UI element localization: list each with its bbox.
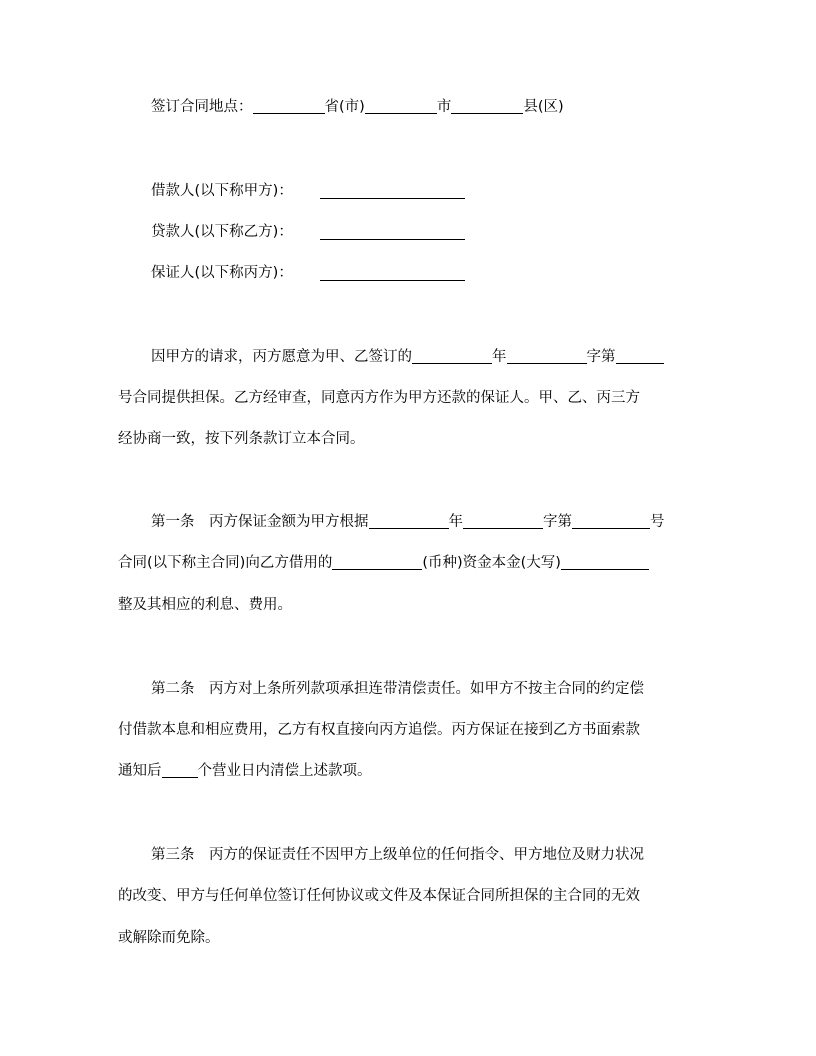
intro-text-2: 号合同提供担保。乙方经审查，同意丙方作为甲方还款的保证人。甲、乙、丙三方 (118, 390, 640, 406)
lender-blank (320, 224, 465, 240)
article2-text-3b: 个营业日内清偿上述款项。 (197, 763, 372, 779)
signing-location-line (151, 97, 564, 117)
article1-text-char: 字第 (543, 514, 572, 530)
guarantor-label: 保证人(以下称丙方)： (151, 265, 293, 281)
borrower-blank (320, 183, 465, 199)
article1-text-year: 年 (448, 514, 463, 530)
article2-text-2: 付借款本息和相应费用，乙方有权直接向丙方追偿。丙方保证在接到乙方书面索款 (118, 722, 640, 738)
article3-text-1: 第三条 丙方的保证责任不因甲方上级单位的任何指令、甲方地位及财力状况 (151, 847, 644, 863)
intro-char-blank (507, 348, 587, 364)
amount-blank (561, 554, 649, 570)
business-days-blank (162, 762, 198, 778)
article2-text-1: 第二条 丙方对上条所列款项承担连带清偿责任。如甲方不按主合同的约定偿 (151, 681, 644, 697)
intro-text-year: 年 (492, 349, 507, 365)
article3-text-2: 的改变、甲方与任何单位签订任何协议或文件及本保证合同所担保的主合同的无效 (118, 888, 640, 904)
lender-label: 贷款人(以下称乙方)： (151, 224, 293, 240)
article1-year-blank (369, 513, 449, 529)
article1-line-1 (151, 512, 665, 532)
intro-number-blank (616, 348, 664, 364)
article1-text-2b: (币种)资金本金(大写) (422, 555, 561, 571)
article1-char-blank (463, 513, 543, 529)
intro-text-3: 经协商一致，按下列条款订立本合同。 (118, 431, 365, 447)
article1-number-blank (572, 513, 650, 529)
party-lender (151, 222, 293, 242)
borrower-label: 借款人(以下称甲方)： (151, 183, 293, 199)
party-borrower (151, 181, 293, 201)
province-text: 省(市) (324, 99, 365, 115)
article3-text-3: 或解除而免除。 (118, 930, 220, 946)
location-label: 签订合同地点： (151, 99, 253, 115)
city-blank (365, 98, 437, 114)
article1-line-2 (118, 553, 649, 573)
intro-text-char: 字第 (586, 349, 616, 365)
county-blank (451, 98, 523, 114)
article2-line-2 (118, 720, 640, 740)
article1-text-number: 号 (650, 514, 665, 530)
currency-blank (332, 554, 422, 570)
city-text: 市 (436, 99, 452, 115)
province-blank (253, 98, 325, 114)
county-text: 县(区) (523, 99, 564, 115)
article2-line-1 (151, 679, 644, 699)
intro-text-a: 因甲方的请求，丙方愿意为甲、乙签订的 (151, 349, 412, 365)
intro-line-1 (151, 347, 664, 367)
article1-text-a: 第一条 丙方保证金额为甲方根据 (151, 514, 369, 530)
article3-line-3 (118, 928, 220, 948)
article1-text-2a: 合同(以下称主合同)向乙方借用的 (118, 555, 333, 571)
intro-line-3 (118, 429, 365, 449)
article1-line-3 (118, 595, 292, 615)
guarantor-blank (320, 265, 465, 281)
article1-text-3: 整及其相应的利息、费用。 (118, 597, 292, 613)
intro-line-2 (118, 388, 640, 408)
article3-line-1 (151, 845, 644, 865)
article3-line-2 (118, 886, 640, 906)
intro-year-blank (412, 348, 492, 364)
article2-line-3 (118, 761, 372, 781)
article2-text-3a: 通知后 (118, 763, 162, 779)
party-guarantor (151, 263, 293, 283)
